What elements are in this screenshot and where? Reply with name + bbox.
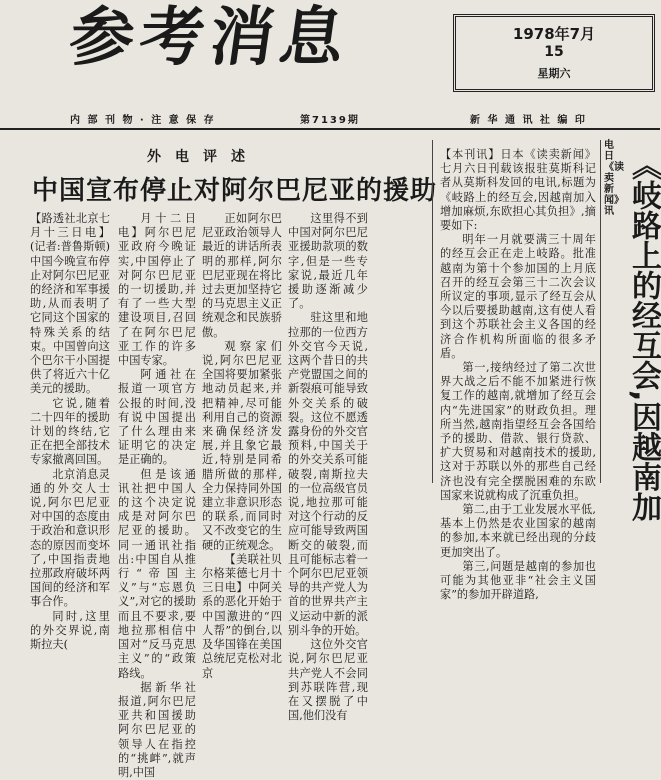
paragraph: 第三,问题是越南的参加也可能为其他亚非“社会主义国家”的参加开辟道路, xyxy=(440,559,596,602)
paragraph: 观察家们说,阿尔巴尼亚全国将要加紧张地动员起来,并把精神,尽可能利用自己的资源来确保经济发展,并且象它最近,特别是同希腊所做的那样,全力保持同外国建立非意识形态的联系,而同时又不改变它的生硬的正统观念。 xyxy=(202,339,282,552)
date-box xyxy=(453,14,655,92)
paragraph: 正如阿尔巴尼亚政治领导人最近的讲话所表明的那样,阿尔巴尼亚现在将比过去更加坚持它的马克思主义正统观念和民族骄傲。 xyxy=(202,212,282,339)
side-dateline-label: 电日《读卖新闻》讯 xyxy=(604,140,624,217)
article-kicker: 外电评述 xyxy=(147,149,259,165)
article-column-4 xyxy=(288,212,368,723)
paragraph: 阿通社在报道一项官方公报的时间,没有说中国提出了什么理由来证明它的决定是正确的。 xyxy=(118,368,196,467)
paragraph: 北京消息灵通的外交人士说,阿尔巴尼亚对中国的态度由于政治和意识形态的原因而变坏了,中国指责地拉那政府破坏两国间的经济和军事合作。 xyxy=(30,467,110,609)
article-column-3 xyxy=(202,212,282,680)
date-day: 15 xyxy=(544,44,564,60)
date-weekday: 星期六 xyxy=(537,67,571,80)
paragraph: 这里得不到中国对阿尔巴尼亚援助款项的数字,但是一些专家说,最近几年援助逐渐减少了。 xyxy=(288,212,368,311)
paragraph: 这位外交官说,阿尔巴尼亚共产党人不会同到苏联阵营,现在又摆脱了中国,他们没有 xyxy=(288,638,368,723)
issue-number: 第7139期 xyxy=(300,115,360,126)
article-column-1 xyxy=(30,212,110,652)
paragraph: 驻这里和地拉那的一位西方外交官今天说,这两个昔日的共产党盟国之间的新裂痕可能导致外交关系的破裂。这位不愿透露身份的外交官预料,中国关于的外交关系可能破裂,南斯拉夫的一位高级官员说,地拉那可能对这个行动的反应可能导致两国断交的破裂,而且可能标志着一个阿尔巴尼亚领导的共产党人为首的世界共产主义运动中新的派别斗争的开始。 xyxy=(288,311,368,637)
header-rule xyxy=(0,128,660,130)
paragraph: 它说,随着二十四年的援助计划的终结,它正在把全部技术专家撤离回国。 xyxy=(30,396,110,467)
article-column-2 xyxy=(118,212,196,779)
paragraph: 【本刊讯】日本《读卖新闻》七月六日刊载该报驻莫斯科记者从莫斯科发回的电讯,标题为《岐路上的经互会,因越南加入增加麻烦,东欧担心其负担》,摘要如下: xyxy=(440,148,596,233)
paragraph: 月十二日电】阿尔巴尼亚政府今晚证实,中国停止了对阿尔巴尼亚的一切援助,并有了一些大型建设项目,召回了在阿尔巴尼亚工作的许多中国专家。 xyxy=(118,212,196,368)
paragraph: 第二,由于工业发展水平低,基本上仍然是农业国家的越南的参加,本来就已经出现的分歧更加突出了。 xyxy=(440,503,596,559)
side-vertical-headline: 《岐路上的经互会,因越南加 xyxy=(626,150,661,522)
header-left-text: 内 部 刊 物 · 注 意 保 存 xyxy=(70,115,216,126)
paragraph: 据新华社报道,阿尔巴尼亚共和国援助阿尔巴尼亚的领导人在指控的“挑衅”,就声明,中国 xyxy=(118,680,196,779)
paragraph: 同时,这里的外交界说,南斯拉夫( xyxy=(30,609,110,652)
paragraph: 第一,接纳经过了第二次世界大战之后不能不加紧进行恢复工作的越南,就增加了经互会内“先进国家”的财政负担。理所当然,越南指望经互会各国给予的援助、借款、银行贷款、扩大贸易和对越南技术的援助,这对于苏联以外的那些自己经济也没有完全摆脱困难的东欧国家来说就构成了沉重负担。 xyxy=(440,361,596,502)
column-divider xyxy=(432,140,433,483)
header-right-text: 新 华 通 讯 社 编 印 xyxy=(470,115,587,126)
article-column-5 xyxy=(440,148,596,602)
paragraph: 【美联社贝尔格莱德七月十三日电】中阿关系的恶化开始于中国激进的“四人帮”的倒台,以及华国锋在美国总统尼克松对北京 xyxy=(202,552,282,680)
article-headline: 中国宣布停止对阿尔巴尼亚的援助 xyxy=(32,176,438,206)
masthead-title: 参考消息 xyxy=(64,0,356,75)
paragraph: 【路透社北京七月十三日电】(记者:普鲁斯顿)中国今晚宣布停止对阿尔巴尼亚的经济和军事援助,从而表明了它同这个国家的特殊关系的结束。中国曾向这个巴尔干小国提供了将近六十亿美元的援助。 xyxy=(30,212,110,396)
paragraph: 明年一月就要满三十周年的经互会正在走上岐路。批准越南为第十个参加国的上月底召开的经互会第三十二次会议所议定的事项,显示了经互会从今以后要援助越南,这有使人看到这个苏联社会主义各国的经济合作机构所面临的很多矛盾。 xyxy=(440,233,596,360)
paragraph: 但是该通讯社把中国人的这个决定说成是对阿尔巴尼亚的援助。同一通讯社指出:中国自从推行“帝国主义”与“忘恩负义”,对它的援助而且不要求,要地拉那相信中国对“反马克思主义”的“政策路线。 xyxy=(118,467,196,680)
column-divider xyxy=(600,140,601,483)
date-year-month: 1978年7月 xyxy=(512,25,596,43)
